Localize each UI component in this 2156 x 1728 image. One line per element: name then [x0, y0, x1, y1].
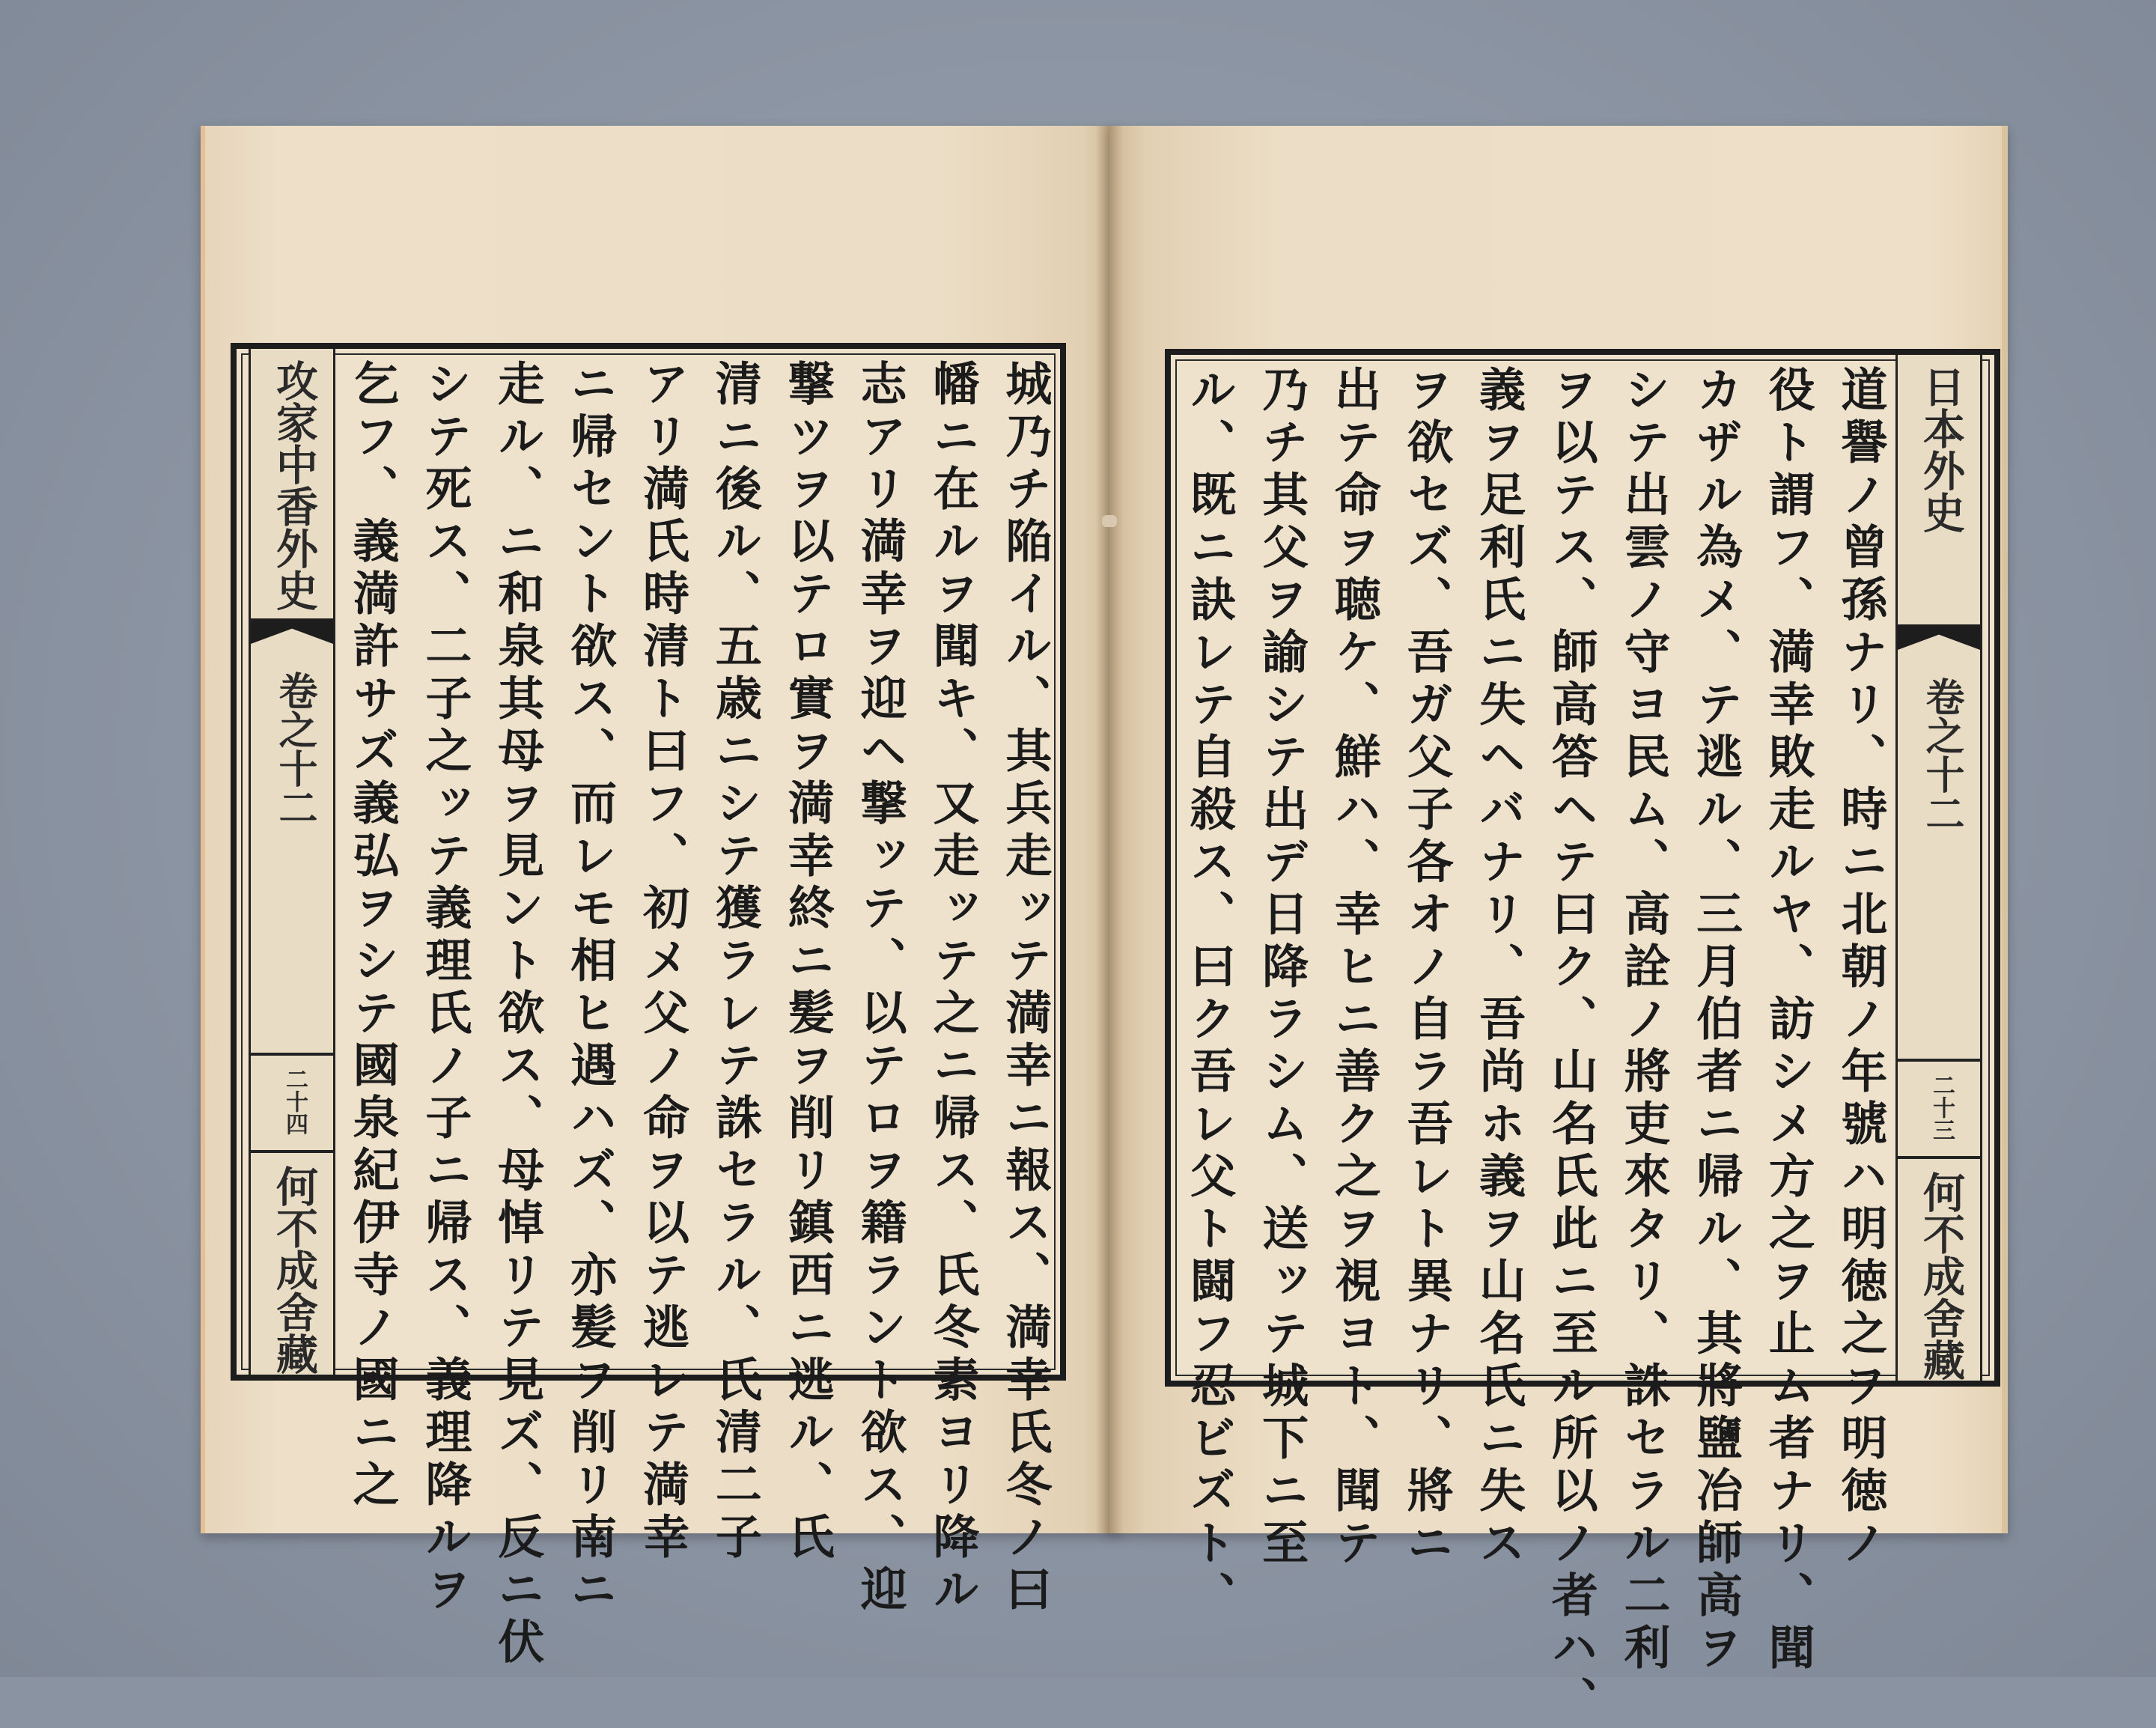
text-column: 義ヲ足利氏ニ失ヘバナリ、吾尚ホ義ヲ山名氏ニ失ス — [1471, 365, 1526, 1571]
text-column: 乃チ其父ヲ諭シテ出デ日降ラシム、送ッテ城下ニ至 — [1254, 365, 1309, 1571]
right-margin-publisher: 何不成舍藏 — [1916, 1171, 1966, 1381]
right-margin-volume: 卷之十二 — [1919, 677, 1964, 833]
left-margin-divider — [251, 1053, 333, 1056]
text-column: ル、既ニ訣レテ自殺ス、曰ク吾レ父ト闘フ忍ビズト、 — [1182, 365, 1237, 1623]
left-margin-divider-2 — [251, 1150, 333, 1153]
left-text-frame — [231, 343, 1066, 1670]
text-column: 出テ命ヲ聴ケ、鮮ハ、幸ヒニ善ク之ヲ視ヨト、聞テ — [1327, 365, 1382, 1571]
text-column: 乞フ、義満許サズ義弘ヲシテ國泉紀伊寺ノ國ニ之 — [345, 359, 400, 1512]
text-column: ヲ欲セズ、吾ガ父子各オノ自ラ吾レト異ナリ、將ニ — [1398, 365, 1454, 1571]
left-page — [201, 126, 1118, 1670]
text-column: 走ル、ニ和泉其母ヲ見ント欲ス、母悼リテ見ズ、反ニ伏 — [490, 359, 545, 1670]
right-margin-divider-2 — [1898, 1156, 1980, 1159]
text-column: 役ト謂フ、満幸敗走ルヤ、訪シメ方之ヲ止ム者ナリ、聞 — [1761, 365, 1816, 1676]
text-column: アリ満氏時清ト曰フ、初メ父ノ命ヲ以テ逃レテ満幸 — [635, 359, 690, 1565]
text-column: 幡ニ在ルヲ聞キ、又走ッテ之ニ帰ス、氏冬素ヨリ降ル — [925, 359, 980, 1617]
left-margin-volume: 卷之十二 — [272, 671, 317, 827]
open-book — [201, 126, 2006, 1728]
left-margin-publisher: 何不成舍藏 — [270, 1165, 319, 1375]
text-column: 道譽ノ曾孫ナリ、時ニ北朝ノ年號ハ明徳之ヲ明徳ノ — [1833, 365, 1888, 1571]
left-fishtail-mark — [251, 618, 333, 644]
left-margin-strip — [249, 349, 335, 1375]
text-column: ヲ以テス、師高答ヘテ曰ク、山名氏此ニ至ル所以ノ者ハ、 — [1544, 365, 1599, 1728]
left-margin-page-number: 二十四 — [281, 1068, 308, 1135]
left-margin-title: 攻家中香外史 — [270, 359, 319, 611]
text-column: ニ帰セント欲ス、而レモ相ヒ遇ハズ、亦髪ヲ削リ南ニ — [562, 359, 618, 1617]
right-text-frame — [1165, 349, 2000, 1728]
text-column: 撃ツヲ以テロ實ヲ満幸終ニ髪ヲ削リ鎮西ニ逃ル、氏 — [780, 359, 835, 1565]
right-margin-divider — [1898, 1059, 1980, 1062]
text-column: 志アリ満幸ヲ迎ヘ撃ッテ、以テロヲ籍ラント欲ス、迎 — [853, 359, 908, 1617]
book-gutter — [1096, 126, 1123, 1533]
text-column: シテ死ス、二子之ッテ義理氏ノ子ニ帰ス、義理降ルヲ — [417, 359, 472, 1617]
binding-stitch — [1102, 515, 1117, 527]
text-column: カザル為メ、テ逃ル、三月伯者ニ帰ル、其將鹽冶師高ヲ — [1688, 365, 1744, 1676]
right-margin-page-number: 二十三 — [1928, 1074, 1955, 1141]
text-column: 城乃チ陥イル、其兵走ッテ満幸ニ報ス、満幸氏冬ノ曰 — [997, 359, 1053, 1617]
right-margin-title: 日本外史 — [1916, 365, 1966, 533]
text-column: シテ出雲ノ守ヨ民ム、高詮ノ將吏來タリ、誅セラル二利 — [1616, 365, 1671, 1676]
right-text-columns — [1182, 365, 1888, 1728]
text-column: 清ニ後ル、五歳ニシテ獲ラレテ誅セラル、氏清二子 — [707, 359, 763, 1565]
right-fishtail-mark — [1898, 624, 1980, 650]
left-text-columns — [345, 359, 1053, 1670]
right-margin-strip — [1895, 355, 1982, 1381]
right-page — [1109, 126, 2008, 1728]
